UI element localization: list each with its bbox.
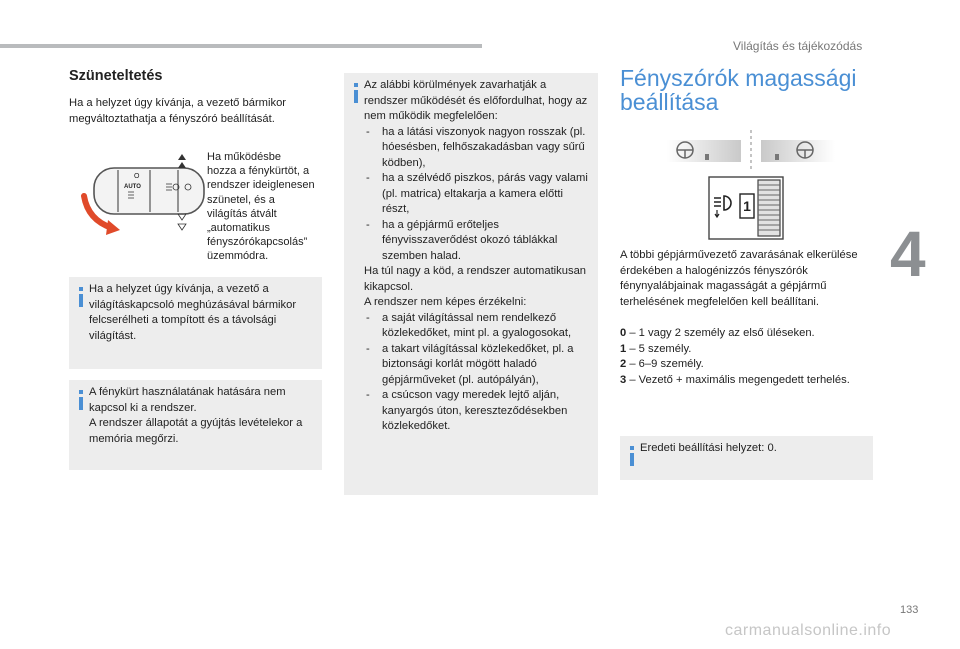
light-stalk-illustration <box>78 140 206 240</box>
header-rule <box>0 44 482 48</box>
dial-wheel-icon <box>758 180 780 236</box>
list-item: 0 – 1 vagy 2 személy az első üléseken. <box>620 327 815 339</box>
list-item: - a csúcson vagy meredek lejtő alján, kanyargós úton, kereszteződésekben közlekedőket. <box>364 388 590 435</box>
info-icon <box>630 446 634 466</box>
pause-intro: Ha a helyzet úgy kívánja, a vezető bármikor megváltoztathatja a fényszóró beállítását. <box>69 97 287 125</box>
list-item: - a saját világítással nem rendelkező közlekedőket, mint pl. a gyalogosokat, <box>364 311 590 342</box>
heading-headlamp-adjustment: Fényszórók magassági beállítása <box>620 65 857 115</box>
info-icon <box>79 287 83 307</box>
info-icon <box>354 83 358 103</box>
note-box-flash <box>69 380 322 470</box>
dashboard-location-illustration <box>667 128 835 170</box>
stalk-caption: Ha működésbe hozza a fénykürtöt, a rendszer ideiglenesen szünetel, és a világítás átvált „automatikus fényszórókapcsolás” üzemmódra. <box>207 151 315 263</box>
list-item: 2 – 6–9 személy. <box>620 358 704 370</box>
list-item: - ha a látási viszonyok nagyon rosszak (pl. hóesésben, felhőszakadásban vagy sűrű ködben), <box>364 125 590 172</box>
default-setting-note: Eredeti beállítási helyzet: 0. <box>640 442 777 454</box>
note-box-default-setting <box>620 436 873 480</box>
note-box-dip-switch <box>69 277 322 369</box>
note-flash: A fénykürt használatának hatására nem kapcsol ki a rendszer. A rendszer állapotát a gyújtás levételekor a memória megőrzi. <box>89 386 303 445</box>
section-title: Világítás és tájékozódás <box>733 39 863 53</box>
limitations-list <box>364 125 590 265</box>
limitations-text: Az alábbi körülmények zavarhatják a rendszer működését és előfordulhat, hogy az nem működik megfelelően: - ha a látási viszonyok nagyon rosszak (pl. hóesésben, felhőszakadásban vagy sűrű ködben), - ha a szélvédő piszkos, párás vagy valami (pl. matrica) eltakarja a kamera előtti részt, - ha a gépjármű erőteljes fényvisszaverődést okozó táblákkal szemben halad. Ha túl nagy a köd, a rendszer automatikusan kikapcsol. A rendszer nem képes érzékelni: - a saját világítással nem rendelkező közlekedőket, mint pl. a gyalogosokat, - a takart világítással közlekedőket, pl. a biztonsági korlát mögött haladó gépjárműveket (pl. autópályán), - a csúcson vagy meredek lejtő alján, kanyargós úton, kereszteződésekben közlekedőket. <box>364 78 590 435</box>
note-box-limitations <box>344 73 598 495</box>
list-item: - a takart világítással közlekedőket, pl. a biztonsági korlát mögött haladó gépjárműveket (pl. autópályán), <box>364 342 590 389</box>
list-item: 1 – 5 személy. <box>620 342 692 355</box>
dial-value: 1 <box>743 198 751 214</box>
page-number: 133 <box>900 604 919 616</box>
stalk-label-o: O <box>134 173 140 180</box>
load-level-list <box>620 326 850 388</box>
headlamp-adjustment-dial[interactable] <box>708 176 784 240</box>
list-item: - ha a szélvédő piszkos, párás vagy valami (pl. matrica) eltakarja a kamera előtti részt, <box>364 171 590 218</box>
chapter-number: 4 <box>890 218 926 290</box>
info-icon <box>79 390 83 410</box>
note-dip-switch: Ha a helyzet úgy kívánja, a vezető a világításkapcsoló meghúzásával bármikor felcserélheti a tompított és a távolsági világítást. <box>89 283 297 342</box>
undetected-list <box>364 311 590 435</box>
stalk-label-auto: AUTO <box>124 184 141 190</box>
list-item: 3 – Vezető + maximális megengedett terhelés. <box>620 373 850 386</box>
list-item: - ha a gépjármű erőteljes fényvisszaverődést okozó táblákkal szemben halad. <box>364 218 590 265</box>
adjustment-intro: A többi gépjárművezető zavarásának elkerülése érdekében a halogénizzós fényszórók fénynyalábjainak magasságát a gépjármű terhelésének megfelelően kell beállítani. <box>620 249 858 308</box>
heading-pause: Szüneteltetés <box>69 68 163 84</box>
watermark: carmanualsonline.info <box>725 622 892 639</box>
